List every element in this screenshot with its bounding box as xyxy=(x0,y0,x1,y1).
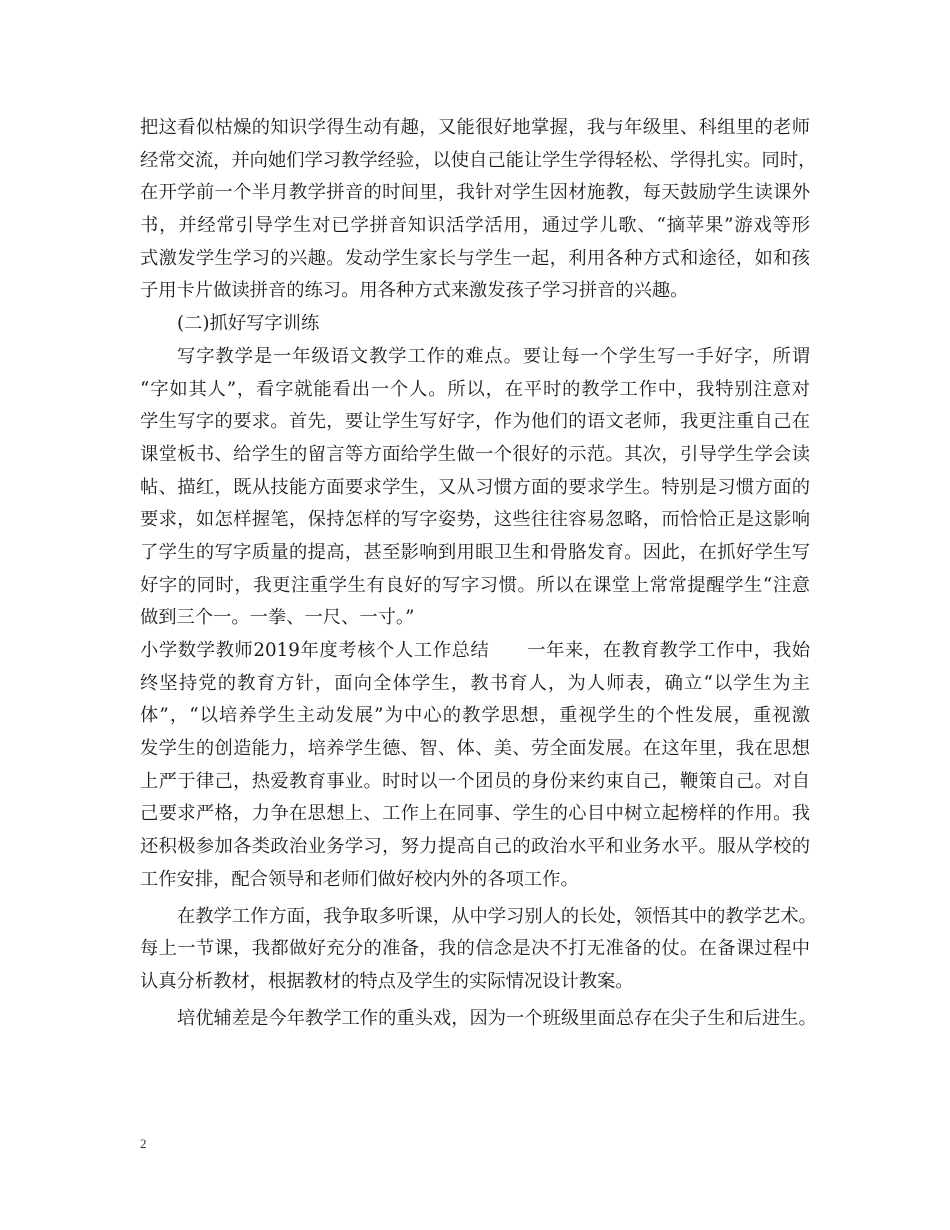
text-line: 终坚持党的教育方针，面向全体学生，教书育人，为人师表，确立“以学生为主 xyxy=(140,672,810,694)
text-line: 在教学工作方面，我争取多听课，从中学习别人的长处，领悟其中的教学艺术。 xyxy=(177,905,817,927)
text-line: 小学数学教师2019年度考核个人工作总结 一年来，在教育教学工作中，我始 xyxy=(140,640,810,661)
text-line: 好字的同时，我更注重学生有良好的写字习惯。所以在课堂上常常提醒学生“注意 xyxy=(140,574,810,596)
text-line: 经常交流，并向她们学习教学经验，以使自己能让学生学得轻松、学得扎实。同时， xyxy=(140,149,817,171)
text-line: 做到三个一。一拳、一尺、一寸。” xyxy=(140,607,415,629)
text-line: 把这看似枯燥的知识学得生动有趣，又能很好地掌握，我与年级里、科组里的老师 xyxy=(140,117,810,138)
text-line: 工作安排，配合领导和老师们做好校内外的各项工作。 xyxy=(140,868,579,890)
text-line: 课堂板书、给学生的留言等方面给学生做一个很好的示范。其次，引导学生学会读 xyxy=(140,443,810,465)
text-line: 己要求严格，力争在思想上、工作上在同事、学生的心目中树立起榜样的作用。我 xyxy=(140,803,810,825)
text-line: 发学生的创造能力，培养学生德、智、体、美、劳全面发展。在这年里，我在思想 xyxy=(140,738,810,760)
text-line: 式激发学生学习的兴趣。发动学生家长与学生一起，利用各种方式和途径，如和孩 xyxy=(140,247,810,269)
text-line: 了学生的写字质量的提高，甚至影响到用眼卫生和骨胳发育。因此，在抓好学生写 xyxy=(140,541,810,563)
text-line: 每上一节课，我都做好充分的准备，我的信念是决不打无准备的仗。在备课过程中 xyxy=(140,938,810,960)
text-line: 体”，“以培养学生主动发展”为中心的教学思想，重视学生的个性发展，重视激 xyxy=(140,705,810,727)
text-line: 要求，如怎样握笔，保持怎样的写字姿势，这些往往容易忽略，而恰恰正是这影响 xyxy=(140,509,810,531)
text-line: 认真分析教材，根据教材的特点及学生的实际情况设计教案。 xyxy=(140,970,634,992)
text-line: “字如其人”，看字就能看出一个人。所以，在平时的教学工作中，我特别注意对 xyxy=(140,378,810,400)
text-line: 子用卡片做读拼音的练习。用各种方式来激发孩子学习拼音的兴趣。 xyxy=(140,280,689,302)
page-number: 2 xyxy=(140,1136,147,1151)
text-line: 上严于律己，热爱教育事业。时时以一个团员的身份来约束自己，鞭策自己。对自 xyxy=(140,770,810,792)
text-line: 培优辅差是今年教学工作的重头戏，因为一个班级里面总存在尖子生和后进生。 xyxy=(177,1007,817,1029)
text-line: 在开学前一个半月教学拼音的时间里，我针对学生因材施教，每天鼓励学生读课外 xyxy=(140,182,810,204)
text-line: (二)抓好写字训练 xyxy=(177,313,320,335)
text-line: 写字教学是一年级语文教学工作的难点。要让每一个学生写一手好字，所谓 xyxy=(177,345,810,367)
text-line: 学生写字的要求。首先，要让学生写好字，作为他们的语文老师，我更注重自己在 xyxy=(140,411,810,433)
document-body xyxy=(140,112,817,1035)
text-line: 书，并经常引导学生对已学拼音知识活学活用，通过学儿歌、“摘苹果”游戏等形 xyxy=(140,215,810,237)
text-line: 还积极参加各类政治业务学习，努力提高自己的政治水平和业务水平。服从学校的 xyxy=(140,836,810,858)
text-line: 帖、描红，既从技能方面要求学生，又从习惯方面的要求学生。特别是习惯方面的 xyxy=(140,476,810,498)
